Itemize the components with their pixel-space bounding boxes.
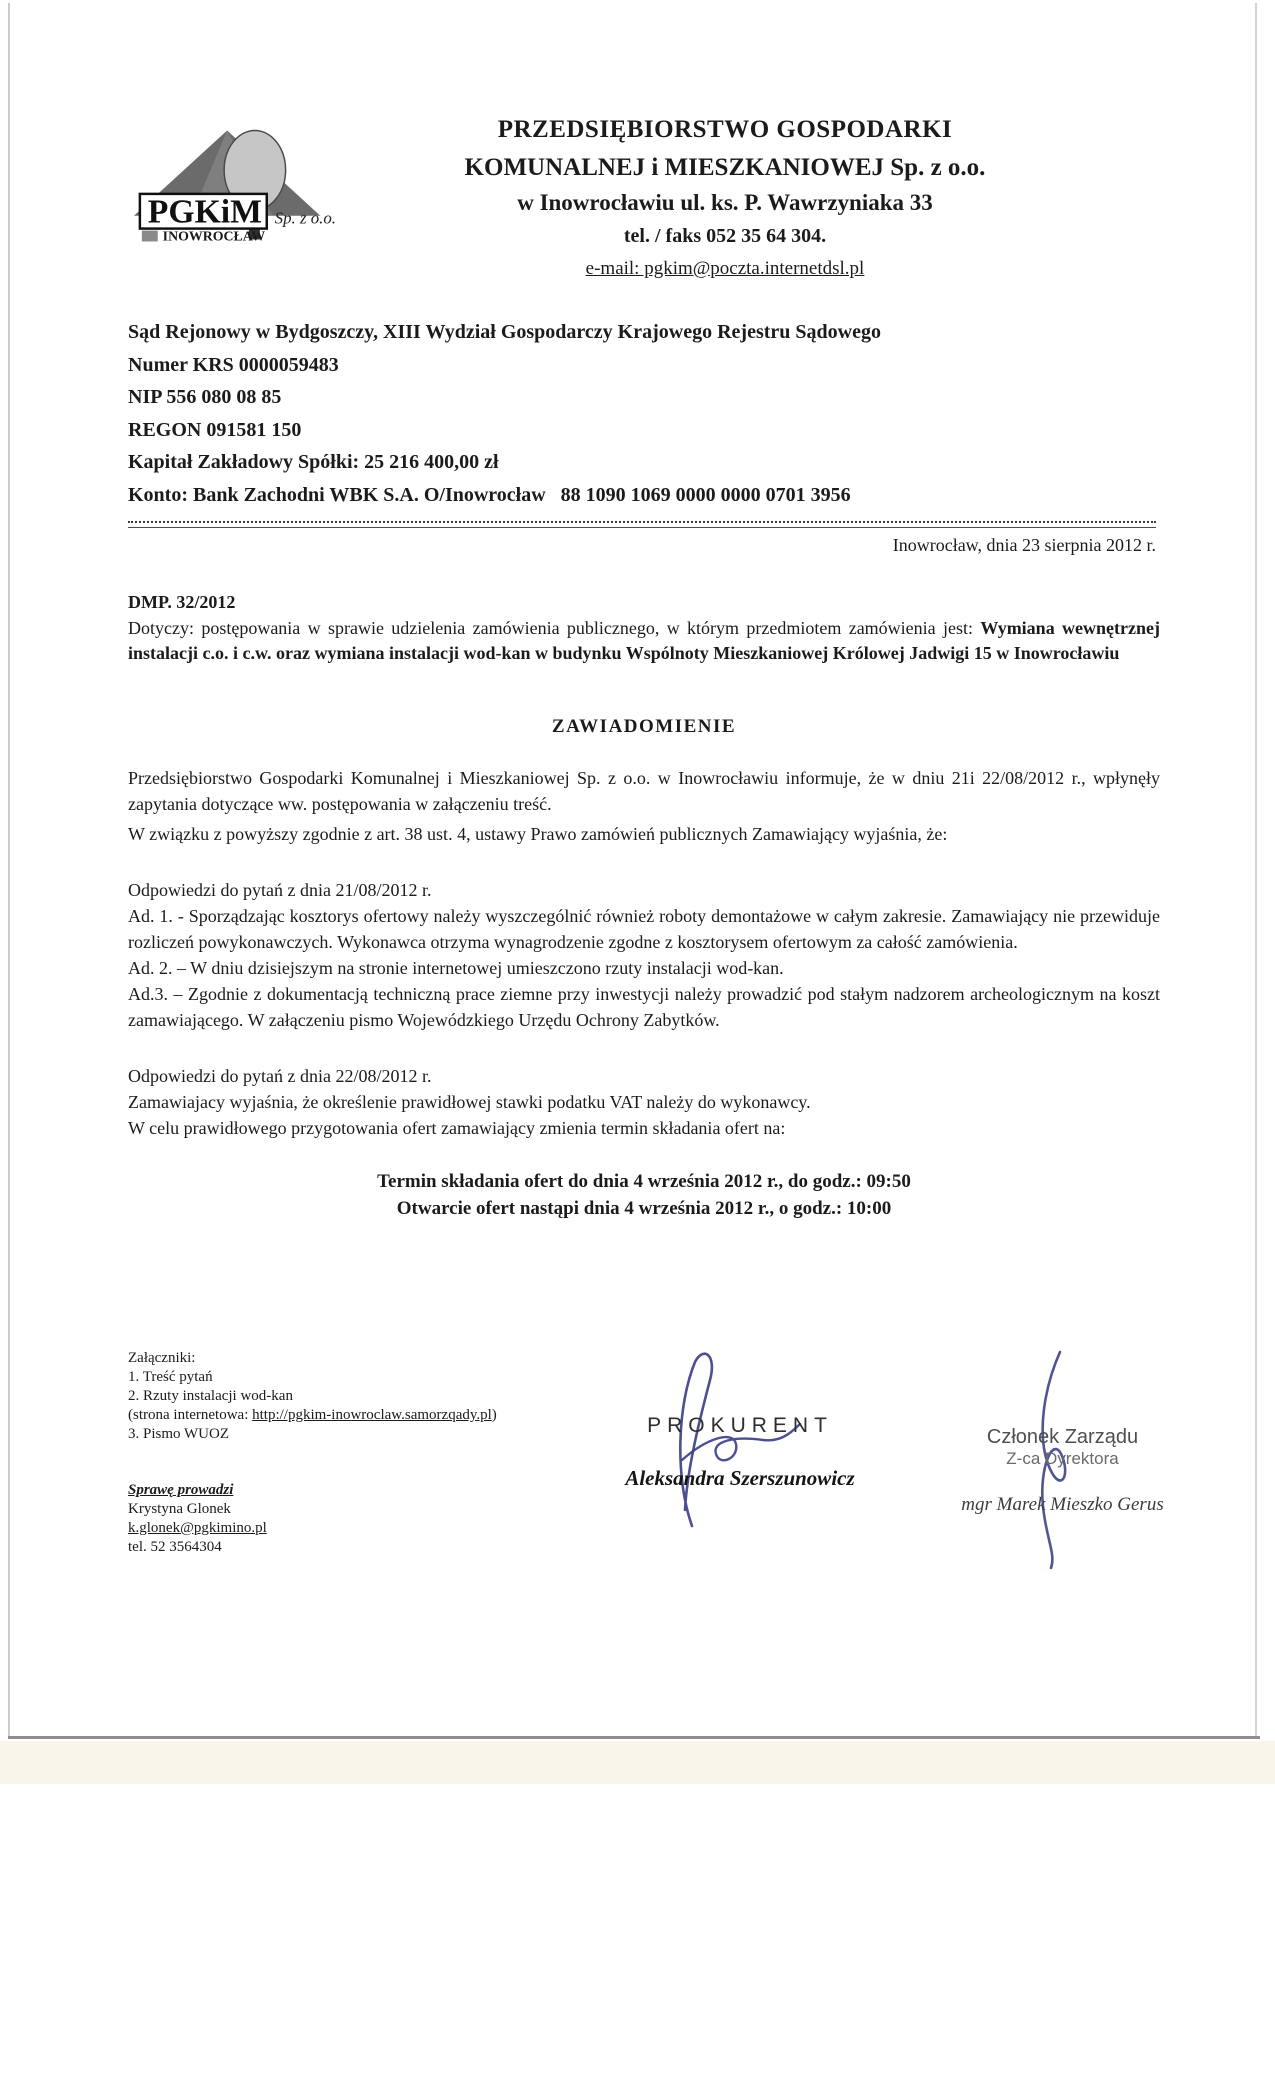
answer-ad3: Ad.3. – Zgodnie z dokumentacją techniczną prace ziemne przy inwestycji należy prowadzić pod stałym nadzorem archeologicznym na koszt zamawiającego. W załączeniu pismo Wojewódzkiego Urzędu Ochrony Zabytków. [128,984,1160,1030]
case-handler-heading: Sprawę prowadzi [128,1482,234,1498]
prokurent-title: PROKURENT [647,1414,833,1437]
handwritten-signature-icon [637,1348,837,1548]
subject-bold: Wymiana wewnętrznej instalacji c.o. i c.w. oraz wymiana instalacji wod-kan w budynku Wspólnoty Mieszkaniowej Królowej Jadwigi 15 w Inowrocławiu [128,618,1160,663]
answers-21-heading: Odpowiedzi do pytań z dnia 21/08/2012 r. [128,880,432,900]
document-body [128,765,1160,1222]
registration-capital: Kapitał Zakładowy Spółki: 25 216 400,00 zł [128,451,499,473]
subject-paragraph [128,616,1160,666]
deputy-director-title: Z-ca Dyrektora [1006,1449,1119,1468]
company-email: e-mail: pgkim@poczta.internetdsl.pl [585,258,865,279]
deadline-line1: Termin składania ofert do dnia 4 września 2012 r., do godz.: 09:50 [377,1171,911,1192]
case-handler-phone: tel. 52 3564304 [128,1539,222,1555]
scan-edge-right [1255,3,1257,1737]
company-name-line2: KOMUNALNEJ i MIESZKANIOWEJ Sp. z o.o. [464,154,986,181]
attachment-note-prefix: (strona internetowa: [128,1407,253,1423]
attachment-item-2-note [128,1406,497,1425]
attachment-note-suffix: ) [491,1407,497,1423]
scan-edge-bottom [8,1736,1260,1739]
attachments-block [128,1349,497,1444]
intro-paragraph-2: W związku z powyższy zgodnie z art. 38 ust. 4, ustawy Prawo zamówień publicznych Zamawiający wyjaśnia, że: [128,824,948,844]
answers-22-line1: Zamawiajacy wyjaśnia, że określenie prawidłowej stawki podatku VAT należy do wykonawcy. [128,1092,811,1112]
deadline-line2: Otwarcie ofert nastąpi dnia 4 września 2012 r., o godz.: 10:00 [396,1198,892,1219]
case-number: DMP. 32/2012 [128,592,236,612]
logo-acronym: PGKiM [147,193,262,231]
company-address: w Inowrocławiu ul. ks. P. Wawrzyniaka 33 [517,190,933,215]
dotted-separator [128,521,1156,528]
registration-block [128,316,881,511]
board-member-title: Członek Zarządu [986,1426,1139,1448]
case-handler-block [128,1481,267,1557]
subject-regular: Dotyczy: postępowania w sprawie udzielenia zamówienia publicznego, w którym przedmiotem zamówienia jest: [128,618,981,638]
attachment-item-2: 2. Rzuty instalacji wod-kan [128,1388,293,1404]
attachment-item-3: 3. Pismo WUOZ [128,1426,229,1442]
attachment-item-1: 1. Treść pytań [128,1369,213,1385]
registration-account: Konto: Bank Zachodni WBK S.A. O/Inowrocław 88 1090 1069 0000 0000 0701 3956 [128,483,851,506]
signature-block-prokurent [615,1348,865,1553]
logo-suffix: Sp. z o.o. [274,208,337,228]
attachment-website-link: http://pgkim-inowroclaw.samorzqady.pl [252,1407,492,1423]
letterhead [385,116,1065,280]
date-line: Inowrocław, dnia 23 sierpnia 2012 r. [892,535,1156,555]
logo-city-mark-icon [142,231,158,242]
intro-paragraph-1: Przedsiębiorstwo Gospodarki Komunalnej i Mieszkaniowej Sp. z o.o. w Inowrocławiu informuje, że w dniu 21i 22/08/2012 r., wpłynęły zapytania dotyczące ww. postępowania w załączeniu treść. [128,768,1160,814]
case-handler-name: Krystyna Glonek [128,1501,231,1517]
board-member-name: mgr Marek Mieszko Gerus [961,1494,1164,1515]
answer-ad2: Ad. 2. – W dniu dzisiejszym na stronie internetowej umieszczono rzuty instalacji wod-kan. [128,958,784,978]
registration-nip: NIP 556 080 08 85 [128,386,282,408]
signature-stroke [680,1354,712,1526]
prokurent-name: Aleksandra Szerszunowicz [625,1466,855,1490]
company-logo [126,120,354,244]
case-handler-email: k.glonek@pgkimino.pl [128,1520,267,1536]
answers-22-line2: W celu prawidłowego przygotowania ofert zamawiający zmienia termin składania ofert na: [128,1118,786,1138]
registration-regon: REGON 091581 150 [128,418,302,441]
signature-block-board-member [940,1348,1185,1573]
answers-22-heading: Odpowiedzi do pytań z dnia 22/08/2012 r. [128,1066,432,1086]
scan-artifact-band [0,1741,1275,1784]
document-title: ZAWIADOMIENIE [551,716,737,737]
deadline-block [128,1168,1160,1222]
company-name-line1: PRZEDSIĘBIORSTWO GOSPODARKI [497,116,953,143]
registration-krs: Numer KRS 0000059483 [128,353,339,376]
answer-ad1: Ad. 1. - Sporządzając kosztorys ofertowy należy wyszczególnić również roboty demontażowe w całym zakresie. Zamawiający nie przewiduje rozliczeń powykonawczych. Wykonawca otrzyma wynagrodzenie zgodne z kosztorysem ofertowym za całość zamówienia. [128,906,1160,952]
logo-city: INOWROCŁAW [162,229,266,244]
scan-edge-left [8,3,10,1737]
attachments-heading: Załączniki: [128,1350,196,1366]
registration-court: Sąd Rejonowy w Bydgoszczy, XIII Wydział Gospodarczy Krajowego Rejestru Sądowego [128,321,881,343]
company-phone: tel. / faks 052 35 64 304. [623,225,827,247]
